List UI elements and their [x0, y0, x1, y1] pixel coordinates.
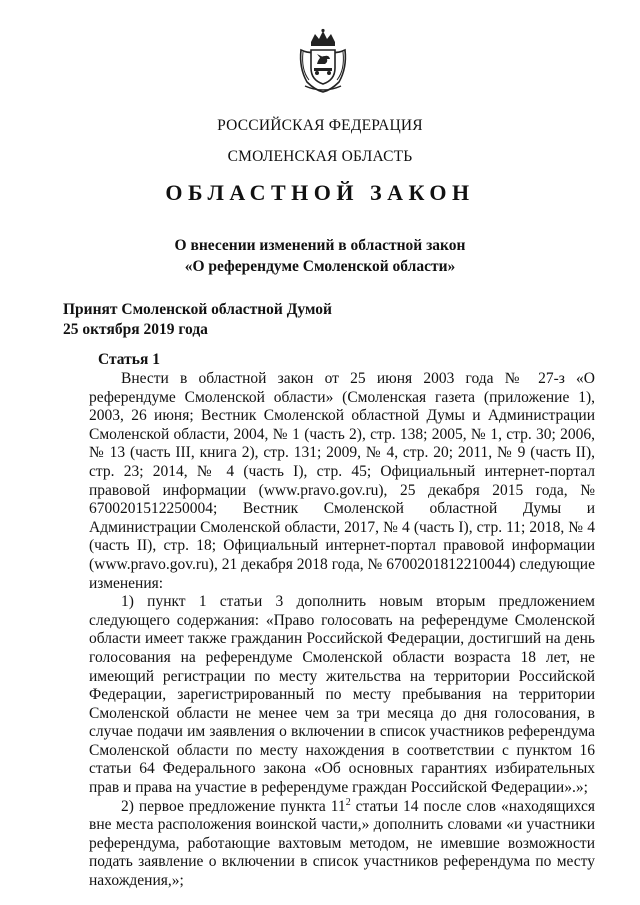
article-item-2-superscript: 2 [345, 796, 351, 808]
adoption-body: Принят Смоленской областной Думой [63, 301, 332, 318]
adoption-date: 25 октября 2019 года [63, 321, 208, 338]
article-body [89, 370, 595, 891]
adoption-info [63, 300, 332, 340]
article-item-2-start: 2) первое предложение пункта 11 [121, 797, 346, 815]
law-title-line-2: «О референдуме Смоленской области» [184, 258, 456, 275]
document-type-title: ОБЛАСТНОЙ ЗАКОН [165, 180, 475, 205]
smolensk-coat-of-arms-emblem [297, 28, 349, 94]
region-heading: СМОЛЕНСКАЯ ОБЛАСТЬ [227, 148, 413, 165]
article-item-2-end: статьи 14 после слов «находящихся вне места расположения воинской части,» дополнить словами «и участники референдума, работающие вахтовым методом, не имевшие возможности подать заявление о включении в список участников референдума по месту нахождения,»; [89, 797, 595, 890]
article-intro-paragraph: Внести в областной закон от 25 июня 2003 года № 27-з «О референдуме Смоленской области» (Смоленская газета (приложение 1), 2003, 26 июня; Вестник Смоленской областной Думы и Администрации Смоленской области, 2004, № 1 (часть 2), стр. 138; 2005, № 1, стр. 30; 2006, № 13 (часть III, книга 2), стр. 131; 2009, № 4, стр. 20; 2011, № 9 (часть II), стр. 23; 2014, № 4 (часть I), стр. 45; Официальный интернет-портал правовой информации (www.pravo.gov.ru), 25 декабря 2015 года, № 6700201512250004; Вестник Смоленской областной Думы и Администрации Смоленской области, 2017, № 4 (часть I), стр. 11; 2018, № 4 (часть II), стр. 18; Официальный интернет-портал правовой информации (www.pravo.gov.ru), 21 декабря 2018 года, № 6700201812210044) следующие изменения: [89, 370, 595, 592]
article-item-1: 1) пункт 1 статьи 3 дополнить новым вторым предложением следующего содержания: «Право голосовать на референдуме Смоленской области имеет также гражданин Российской Федерации, достигший на день голосования на референдуме Смоленской области возраста 18 лет, не имеющий регистрации по месту жительства на территории Российской Федерации, зарегистрированный по месту пребывания на территории Смоленской области не менее чем за три месяца до дня голосования, в случае подачи им заявления о включении в список участников референдума Смоленской области по месту нахождения в соответствии с пунктом 16 статьи 64 Федерального закона «Об основных гарантиях избирательных прав и права на участие в референдуме граждан Российской Федерации».»; [89, 593, 595, 797]
law-title-line-1: О внесении изменений в областной закон [174, 237, 466, 254]
law-title [0, 235, 640, 277]
article-heading: Статья 1 [98, 351, 160, 368]
article-item-2 [89, 798, 595, 891]
country-heading: РОССИЙСКАЯ ФЕДЕРАЦИЯ [217, 117, 423, 134]
